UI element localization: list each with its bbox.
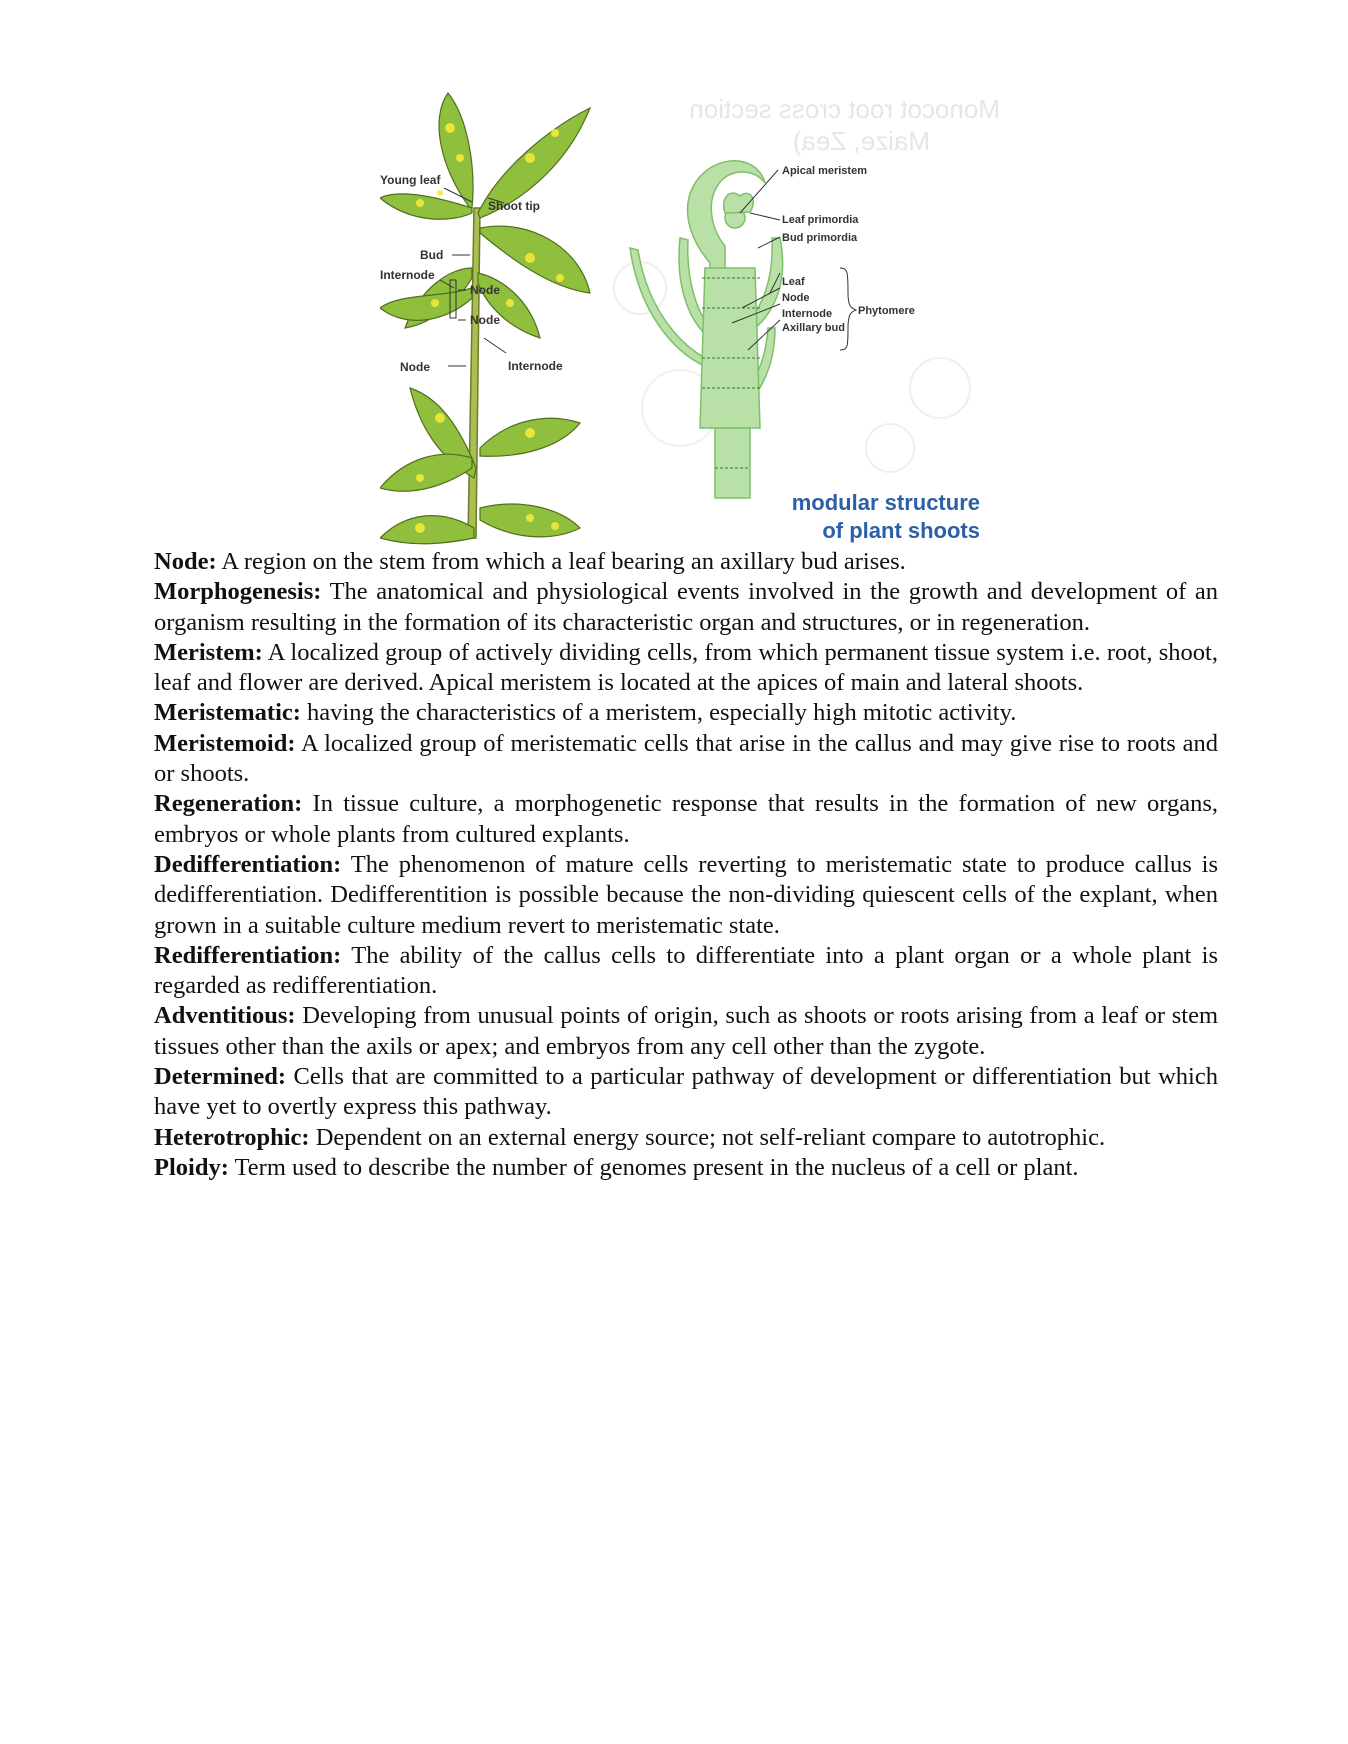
caption-line-2: of plant shoots (822, 518, 980, 543)
term: Meristematic: (154, 699, 301, 727)
label-apical-meristem: Apical meristem (782, 165, 867, 177)
definition-morphogenesis (154, 577, 1218, 638)
definition-regeneration (154, 789, 1218, 850)
definitions-list (154, 547, 1218, 1183)
label-internode: Internode (782, 308, 833, 320)
label-shoot-tip: Shoot tip (488, 199, 540, 213)
definition-redifferentiation (154, 941, 1218, 1002)
svg-text:Maize, Zea): Maize, Zea) (792, 126, 930, 156)
plant-shoot-figure (380, 88, 1000, 548)
label-young-leaf: Young leaf (380, 173, 441, 187)
definition-text: In tissue culture, a morphogenetic response that results in the formation of new organs, embryos or whole plants from cultured explants. (154, 790, 1218, 848)
label-node-2: Node (470, 313, 500, 327)
label-leaf: Leaf (782, 276, 805, 288)
definition-node (154, 547, 1218, 577)
definition-meristem (154, 638, 1218, 699)
definition-adventitious (154, 1001, 1218, 1062)
definition-text: A region on the stem from which a leaf bearing an axillary bud arises. (216, 548, 906, 575)
label-bud: Bud (420, 248, 444, 262)
label-node-1: Node (470, 283, 500, 297)
definition-text: Dependent on an external energy source; not self-reliant compare to autotrophic. (309, 1123, 1106, 1151)
label-node: Node (782, 292, 810, 304)
definition-text: The anatomical and physiological events involved in the growth and development of an organism resulting in the formation of its characteristic organ and structures, or in regeneration. (154, 578, 1218, 636)
svg-text:Monocot root cross section: Monocot root cross section (689, 94, 1000, 124)
label-phytomere: Phytomere (858, 305, 915, 317)
label-leaf-primordia: Leaf primordia (782, 214, 859, 226)
plant-shoot-illustration (380, 88, 1000, 548)
term: Regeneration: (154, 790, 303, 818)
definition-text: A localized group of actively dividing cells, from which permanent tissue system i.e. root, shoot, leaf and flower are derived. Apical meristem is located at the apices of main and lateral shoots. (154, 638, 1218, 697)
term: Dedifferentiation: (154, 850, 342, 878)
definition-text: Developing from unusual points of origin, such as shoots or roots arising from a leaf or stem tissues other than the axils or apex; and embryos from any cell other than the zygote. (154, 1002, 1218, 1060)
definition-ploidy (154, 1153, 1218, 1183)
term: Ploidy: (154, 1153, 229, 1181)
label-bud-primordia: Bud primordia (782, 232, 858, 244)
definition-text: The ability of the callus cells to differentiate into a plant organ or a whole plant is regarded as redifferentiation. (154, 941, 1218, 1000)
definition-dedifferentiation (154, 850, 1218, 941)
label-internode-right: Internode (508, 359, 563, 373)
label-node-3: Node (400, 360, 430, 374)
definition-meristematic (154, 698, 1218, 728)
definition-text: Term used to describe the number of genomes present in the nucleus of a cell or plant. (228, 1153, 1079, 1181)
term: Morphogenesis: (154, 578, 322, 606)
definition-text: A localized group of meristematic cells that arise in the callus and may give rise to roots and or shoots. (154, 729, 1218, 788)
definition-determined (154, 1062, 1218, 1123)
definition-heterotrophic (154, 1123, 1218, 1153)
definition-text: Cells that are committed to a particular pathway of development or differentiation but which have yet to overtly express this pathway. (154, 1063, 1218, 1121)
term: Heterotrophic: (154, 1123, 310, 1151)
label-axillary-bud: Axillary bud (782, 322, 845, 334)
mirrored-watermark-text (689, 94, 1000, 156)
term: Meristemoid: (154, 729, 296, 757)
caption-line-1: modular structure (791, 490, 980, 515)
term: Adventitious: (154, 1002, 296, 1030)
definition-meristemoid (154, 729, 1218, 790)
plant-drawing (380, 93, 590, 544)
term: Meristem: (154, 638, 263, 666)
term: Node: (154, 548, 217, 575)
term: Redifferentiation: (154, 941, 342, 969)
term: Determined: (154, 1063, 286, 1091)
phytomere-diagram (630, 161, 915, 498)
definition-text: The phenomenon of mature cells reverting to meristematic state to produce callus is dedifferentiation. Dedifferentition is possible because the non-dividing quiescent cells of the explant, when grown in a suitable culture medium revert to meristematic state. (154, 850, 1218, 939)
label-internode-left: Internode (380, 268, 435, 282)
definition-text: having the characteristics of a meristem, especially high mitotic activity. (300, 699, 1017, 727)
